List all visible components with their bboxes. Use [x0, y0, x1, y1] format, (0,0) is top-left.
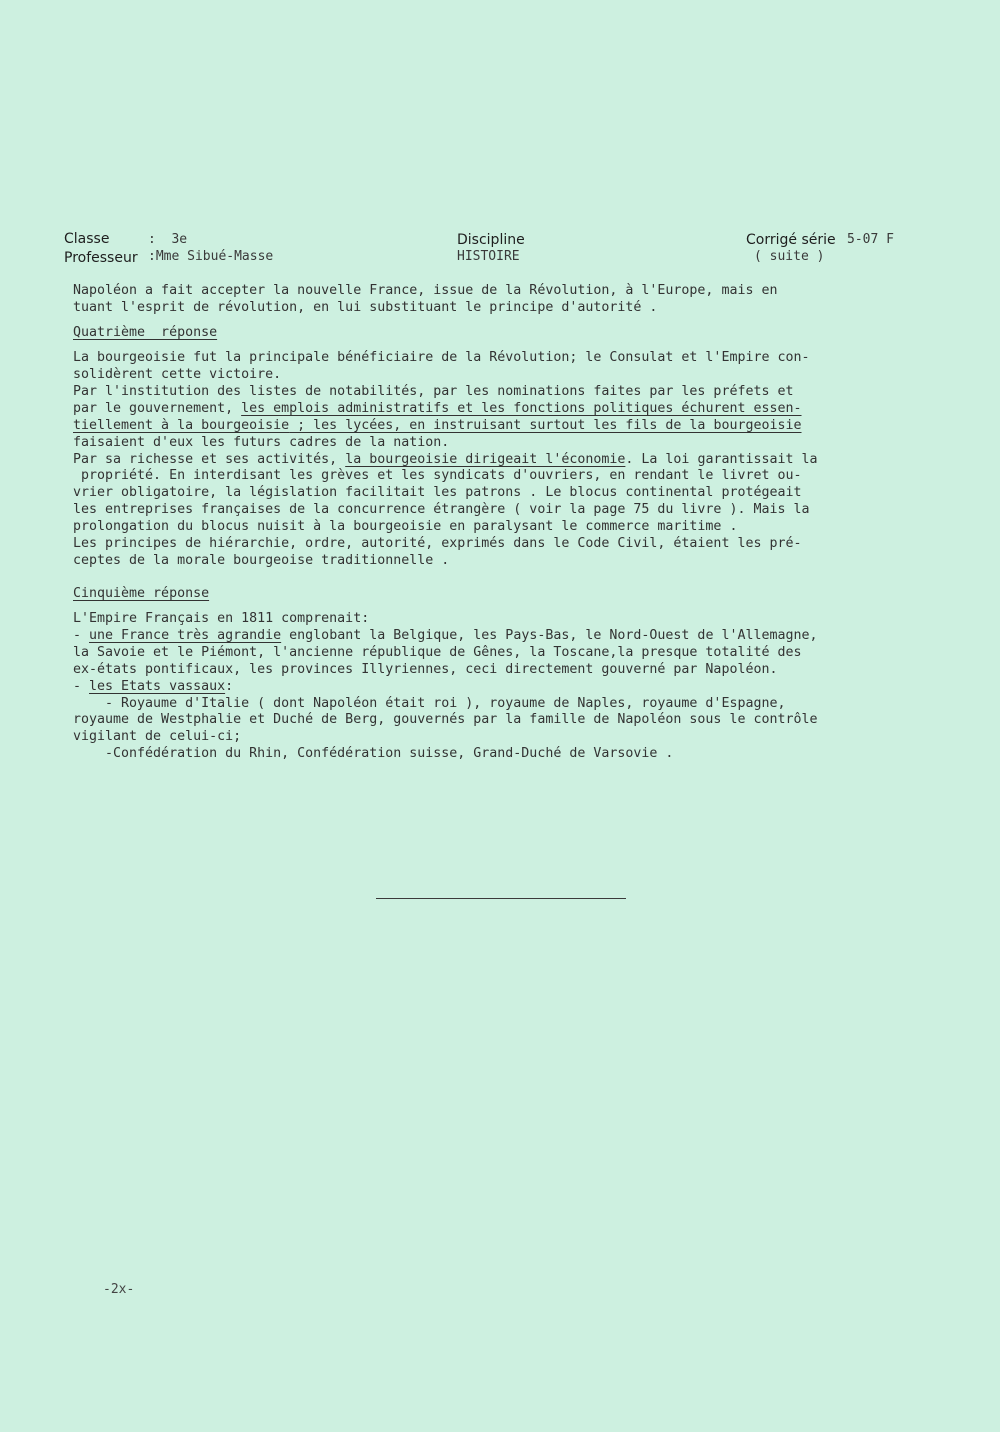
discipline-value: HISTOIRE [457, 249, 520, 264]
section5-heading: Cinquième réponse [73, 586, 210, 601]
text-segment: - [73, 679, 90, 694]
section4-line: les entreprises françaises de la concurrence étrangère ( voir la page 75 du livre ). Mais la [73, 502, 810, 517]
corrige-value: 5-07 F [847, 232, 894, 247]
section4-line [73, 418, 802, 435]
section5-line: ex-états pontificaux, les provinces Illyriennes, ceci directement gouverné par Napoléon. [73, 662, 778, 677]
closing-rule [376, 898, 626, 899]
text-segment: englobant la Belgique, les Pays-Bas, le Nord-Ouest de l'Allemagne, [281, 628, 818, 643]
section4-line: solidèrent cette victoire. [73, 367, 282, 382]
corrige-label: Corrigé série [746, 232, 836, 248]
section4-line: faisaient d'eux les futurs cadres de la nation. [73, 435, 450, 450]
text-segment: : [225, 679, 234, 694]
section5-line [73, 679, 233, 696]
section5-line [73, 628, 818, 645]
classe-label: Classe [64, 231, 110, 247]
section4-line [73, 452, 818, 469]
page-number: -2x- [103, 1282, 135, 1297]
section4-heading: Quatrième réponse [73, 325, 218, 340]
section4-line: Par l'institution des listes de notabilités, par les nominations faites par les préfets et [73, 384, 794, 399]
intro-line-1: Napoléon a fait accepter la nouvelle France, issue de la Révolution, à l'Europe, mais en [73, 283, 778, 298]
section4-line: La bourgeoisie fut la principale bénéficiaire de la Révolution; le Consulat et l'Empire con- [73, 350, 810, 365]
professeur-value: :Mme Sibué-Masse [148, 249, 274, 264]
section5-line: L'Empire Français en 1811 comprenait: [73, 611, 370, 626]
section4-line: ceptes de la morale bourgeoise traditionnelle . [73, 553, 450, 568]
text-segment: - [73, 628, 90, 643]
underlined-text: une France très agrandie [89, 628, 282, 643]
text-segment: par le gouvernement, [73, 401, 242, 416]
underlined-text: les Etats vassaux [89, 679, 226, 694]
classe-value: : 3e [148, 232, 188, 247]
underlined-text: les emplois administratifs et les fonctions politiques échurent essen- [241, 401, 802, 416]
section4-line [73, 401, 802, 418]
section5-line: -Confédération du Rhin, Confédération suisse, Grand-Duché de Varsovie . [73, 746, 674, 761]
discipline-label: Discipline [457, 232, 525, 248]
section4-line: propriété. En interdisant les grèves et les syndicats d'ouvriers, en rendant le livret ou- [73, 468, 802, 483]
underlined-text: ; les lycées, en instruisant surtout les fils de la bourgeoisie [289, 418, 802, 433]
corrige-suite: ( suite ) [754, 249, 825, 264]
section5-line: royaume de Westphalie et Duché de Berg, gouvernés par la famille de Napoléon sous le contrôle [73, 712, 818, 727]
section4-line: prolongation du blocus nuisit à la bourgeoisie en paralysant le commerce maritime . [73, 519, 738, 534]
section5-line: vigilant de celui-ci; [73, 729, 242, 744]
section5-line: la Savoie et le Piémont, l'ancienne république de Gênes, la Toscane,la presque totalité des [73, 645, 802, 660]
text-segment: . La loi garantissait la [625, 452, 818, 467]
underlined-text: la bourgeoisie dirigeait l'économie [345, 452, 626, 467]
text-segment: Par sa richesse et ses activités, [73, 452, 346, 467]
section4-line: vrier obligatoire, la législation facilitait les patrons . Le blocus continental protégeait [73, 485, 802, 500]
section5-line: - Royaume d'Italie ( dont Napoléon était roi ), royaume de Naples, royaume d'Espagne, [73, 696, 786, 711]
section4-line: Les principes de hiérarchie, ordre, autorité, exprimés dans le Code Civil, étaient les pré- [73, 536, 802, 551]
professeur-label: Professeur [64, 250, 138, 266]
intro-line-2: tuant l'esprit de révolution, en lui substituant le principe d'autorité . [73, 300, 658, 315]
underlined-text: tiellement à la bourgeoisie [73, 418, 290, 433]
